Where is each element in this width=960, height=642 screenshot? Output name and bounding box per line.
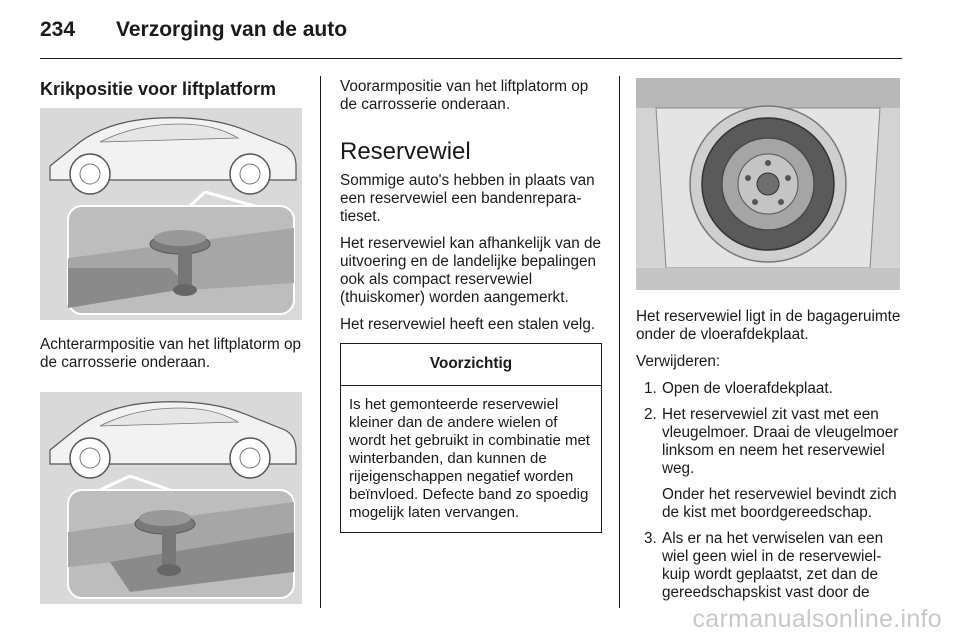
spare-wheel-trunk-illustration [636, 78, 900, 290]
rear-lift-arm-illustration [40, 108, 302, 320]
step-subtext: Onder het reservewiel bevindt zich de kist met boordgereedschap. [662, 486, 897, 521]
page-header [40, 16, 900, 60]
caution-text: Is het gemonteerde reservewiel kleiner dan de andere wielen of wordt het gebruikt in combinatie met winterbanden, dan kunnen de rijeigenschappen negatief worden beïnvloed. Defecte band zo spoedig mogelijk laten vervangen. [349, 396, 590, 521]
chapter-title: Verzorging van de auto [116, 18, 348, 41]
front-lift-arm-drawing [40, 392, 302, 604]
trunk-caption: Het reservewiel ligt in de bagageruimte onder de vloerafdekplaat. [636, 308, 901, 343]
middle-column [340, 78, 602, 533]
removal-steps [644, 380, 902, 602]
step-number: 3. [644, 530, 657, 547]
spare-wheel-paragraph: Sommige auto's hebben in plaats van een reservewiel een bandenreparatieset. [340, 172, 595, 225]
removal-label: Verwijderen: [636, 353, 721, 370]
watermark: carmanualsonline.info [692, 605, 942, 633]
column-divider-left [320, 76, 321, 608]
section-heading-spare-wheel: Reservewiel [340, 138, 471, 165]
list-item [644, 530, 902, 602]
caution-title: Voorzichtig [341, 344, 601, 386]
spare-wheel-paragraph: Het reservewiel kan afhankelijk van de uitvoering en de landelijke bepalingen ook als compact reservewiel (thuiskomer) worden aangemerkt. [340, 235, 602, 306]
step-number: 2. [644, 406, 657, 423]
spare-wheel-paragraph: Het reservewiel heeft een stalen velg. [340, 316, 596, 333]
caution-box [340, 343, 602, 533]
section-heading-jack-position: Krikpositie voor liftplatform [40, 79, 277, 99]
rear-lift-arm-drawing [40, 108, 302, 320]
front-arm-caption: Voorarmpositie van het liftplatorm op de carrosserie onderaan. [340, 78, 589, 113]
front-lift-arm-illustration [40, 392, 302, 604]
header-divider [40, 58, 902, 59]
right-column [636, 78, 902, 610]
rear-arm-caption: Achterarmpositie van het liftplatorm op de carrosserie onderaan. [40, 336, 302, 371]
step-text: Open de vloerafdekplaat. [662, 380, 833, 397]
step-text: Het reservewiel zit vast met een vleugelmoer. Draai de vleugelmoer linksom en neem het reservewiel weg. [662, 406, 899, 477]
step-number: 1. [644, 380, 657, 397]
left-column [40, 78, 304, 604]
page-number: 234 [40, 18, 76, 41]
column-divider-right [619, 76, 620, 608]
list-item [644, 380, 902, 398]
step-text: Als er na het verwiselen van een wiel geen wiel in de reservewielkuip wordt geplaatst, zet dan de gereedschapskist vast door de [662, 530, 884, 601]
spare-wheel-trunk-drawing [636, 78, 900, 290]
list-item [644, 406, 902, 522]
